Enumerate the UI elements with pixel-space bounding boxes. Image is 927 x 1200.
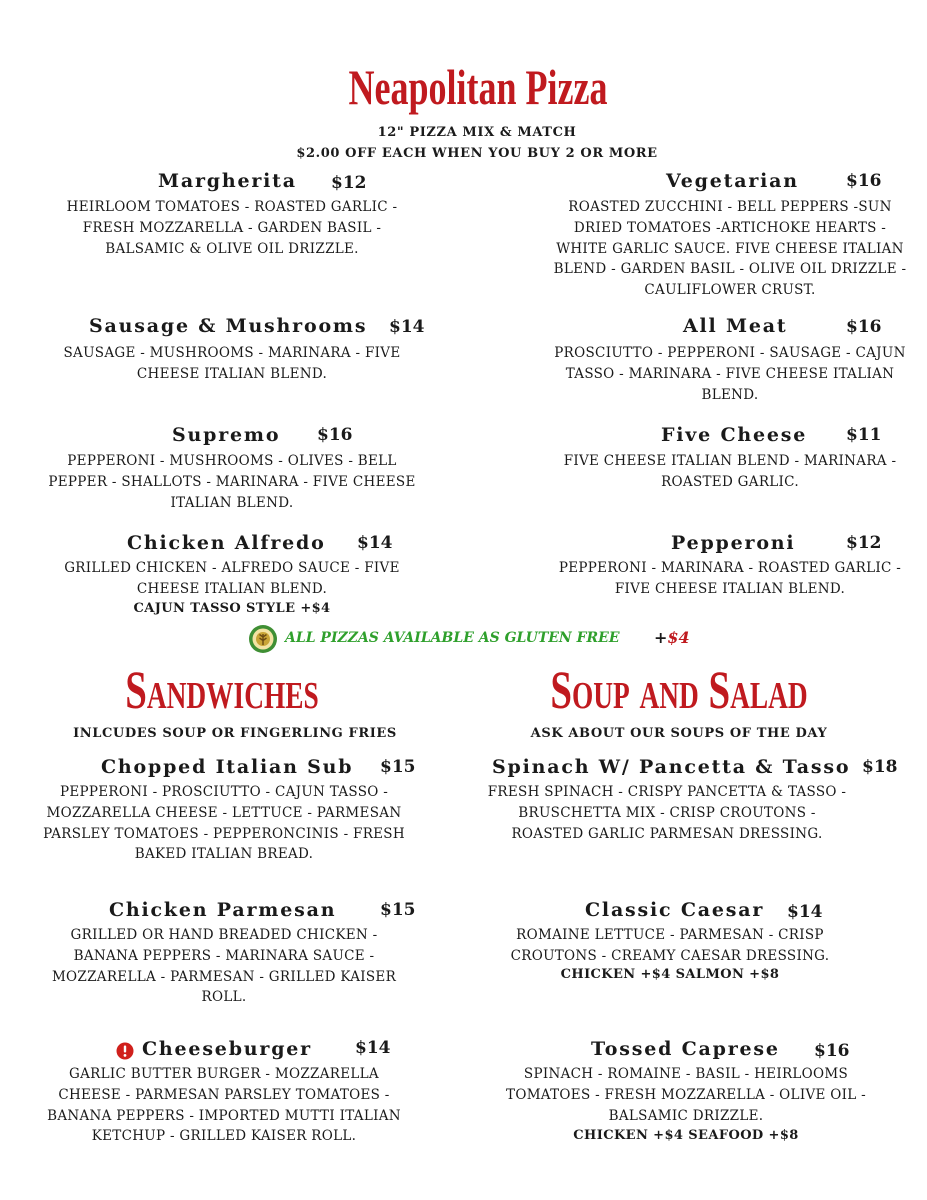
menu-item-description: GRILLED CHICKEN - ALFREDO SAUCE - FIVE CHEESE ITALIAN BLEND. <box>64 560 400 597</box>
gluten-free-text: ALL PIZZAS AVAILABLE AS GLUTEN FREE <box>285 630 620 646</box>
menu-item-price: $14 <box>357 533 393 553</box>
menu-item-description: ROASTED ZUCCHINI - BELL PEPPERS -SUN DRIED TOMATOES -ARTICHOKE HEARTS - WHITE GARLIC SAUCE. FIVE CHEESE ITALIAN BLEND - GARDEN BASIL - OLIVE OIL DRIZZLE - CAULIFLOWER CRUST. <box>553 199 907 299</box>
alert-icon <box>116 1042 134 1060</box>
gluten-free-price: +$4 <box>654 628 690 647</box>
sandwiches-section-title: Sandwiches <box>125 660 319 720</box>
pizza-section-title: Neapolitan Pizza <box>348 59 608 115</box>
menu-item-name: Chicken Alfredo <box>127 532 326 554</box>
menu-item-description: FRESH SPINACH - CRISPY PANCETTA & TASSO - BRUSCHETTA MIX - CRISP CROUTONS - ROASTED GARLIC PARMESAN DRESSING. <box>487 784 847 842</box>
pizza-subtitle-mix-match: 12" PIZZA MIX & MATCH <box>377 125 577 140</box>
menu-item-name: Sausage & Mushrooms <box>89 315 368 337</box>
menu-item-name: Vegetarian <box>666 170 799 192</box>
pizza-subtitle-discount: $2.00 OFF EACH WHEN YOU BUY 2 OR MORE <box>296 146 658 161</box>
sandwiches-subtitle: INLCUDES SOUP OR FINGERLING FRIES <box>73 726 397 741</box>
menu-item-price: $16 <box>846 317 882 337</box>
menu-item-description: GRILLED OR HAND BREADED CHICKEN - BANANA PEPPERS - MARINARA SAUCE - MOZZARELLA - PARMESAN - GRILLED KAISER ROLL. <box>51 927 397 1006</box>
menu-item-price: $14 <box>787 902 823 922</box>
menu-item-name: Cheeseburger <box>142 1038 312 1060</box>
soup-salad-subtitle: ASK ABOUT OUR SOUPS OF THE DAY <box>530 726 828 741</box>
gluten-free-icon <box>248 624 278 654</box>
menu-item-name: All Meat <box>683 315 788 337</box>
menu-item-name: Chopped Italian Sub <box>101 756 354 778</box>
menu-item-description: HEIRLOOM TOMATOES - ROASTED GARLIC - FRESH MOZZARELLA - GARDEN BASIL - BALSAMIC & OLIVE OIL DRIZZLE. <box>66 199 398 257</box>
menu-item-name: Pepperoni <box>671 532 796 554</box>
menu-item-description: SPINACH - ROMAINE - BASIL - HEIRLOOMS TOMATOES - FRESH MOZZARELLA - OLIVE OIL - BALSAMIC DRIZZLE. <box>506 1066 866 1124</box>
menu-item-description: ROMAINE LETTUCE - PARMESAN - CRISP CROUTONS - CREAMY CAESAR DRESSING. <box>510 927 830 964</box>
menu-item-addon: CHICKEN +$4 SALMON +$8 <box>560 967 780 982</box>
menu-item-description: FIVE CHEESE ITALIAN BLEND - MARINARA - ROASTED GARLIC. <box>563 453 897 490</box>
menu-item-price: $11 <box>846 425 882 445</box>
menu-item-price: $16 <box>814 1041 850 1061</box>
menu-item-price: $16 <box>317 425 353 445</box>
menu-item-name: Chicken Parmesan <box>109 899 337 921</box>
soup-salad-section-title: Soup and Salad <box>550 660 808 720</box>
menu-item-price: $12 <box>846 533 882 553</box>
menu-item-price: $15 <box>380 900 416 920</box>
menu-item-description: PEPPERONI - MUSHROOMS - OLIVES - BELL PEPPER - SHALLOTS - MARINARA - FIVE CHEESE ITALIAN BLEND. <box>48 453 416 511</box>
menu-item-description: PROSCIUTTO - PEPPERONI - SAUSAGE - CAJUN TASSO - MARINARA - FIVE CHEESE ITALIAN BLEND. <box>554 345 906 403</box>
menu-item-price: $14 <box>355 1038 391 1058</box>
menu-item-description: PEPPERONI - PROSCIUTTO - CAJUN TASSO - MOZZARELLA CHEESE - LETTUCE - PARMESAN PARSLEY TOMATOES - PEPPERONCINIS - FRESH BAKED ITALIAN BREAD. <box>43 784 405 863</box>
menu-item-price: $14 <box>389 317 425 337</box>
menu-item-name: Supremo <box>172 424 281 446</box>
menu-item-name: Classic Caesar <box>585 899 765 921</box>
menu-item-name: Five Cheese <box>661 424 808 446</box>
menu-item-name: Margherita <box>158 170 297 192</box>
menu-item-price: $18 <box>862 757 898 777</box>
menu-item-description: PEPPERONI - MARINARA - ROASTED GARLIC - FIVE CHEESE ITALIAN BLEND. <box>558 560 902 597</box>
menu-item-price: $12 <box>331 173 367 193</box>
menu-item-addon: CAJUN TASSO STYLE +$4 <box>133 601 331 616</box>
menu-item-name: Tossed Caprese <box>591 1038 780 1060</box>
menu-item-name: Spinach W/ Pancetta & Tasso <box>492 756 851 778</box>
menu-item-addon: CHICKEN +$4 SEAFOOD +$8 <box>573 1128 799 1143</box>
menu-item-description: SAUSAGE - MUSHROOMS - MARINARA - FIVE CHEESE ITALIAN BLEND. <box>63 345 401 382</box>
menu-item-price: $16 <box>846 171 882 191</box>
menu-item-price: $15 <box>380 757 416 777</box>
menu-item-description: GARLIC BUTTER BURGER - MOZZARELLA CHEESE - PARMESAN PARSLEY TOMATOES - BANANA PEPPERS - IMPORTED MUTTI ITALIAN KETCHUP - GRILLED KAISER ROLL. <box>47 1066 401 1145</box>
